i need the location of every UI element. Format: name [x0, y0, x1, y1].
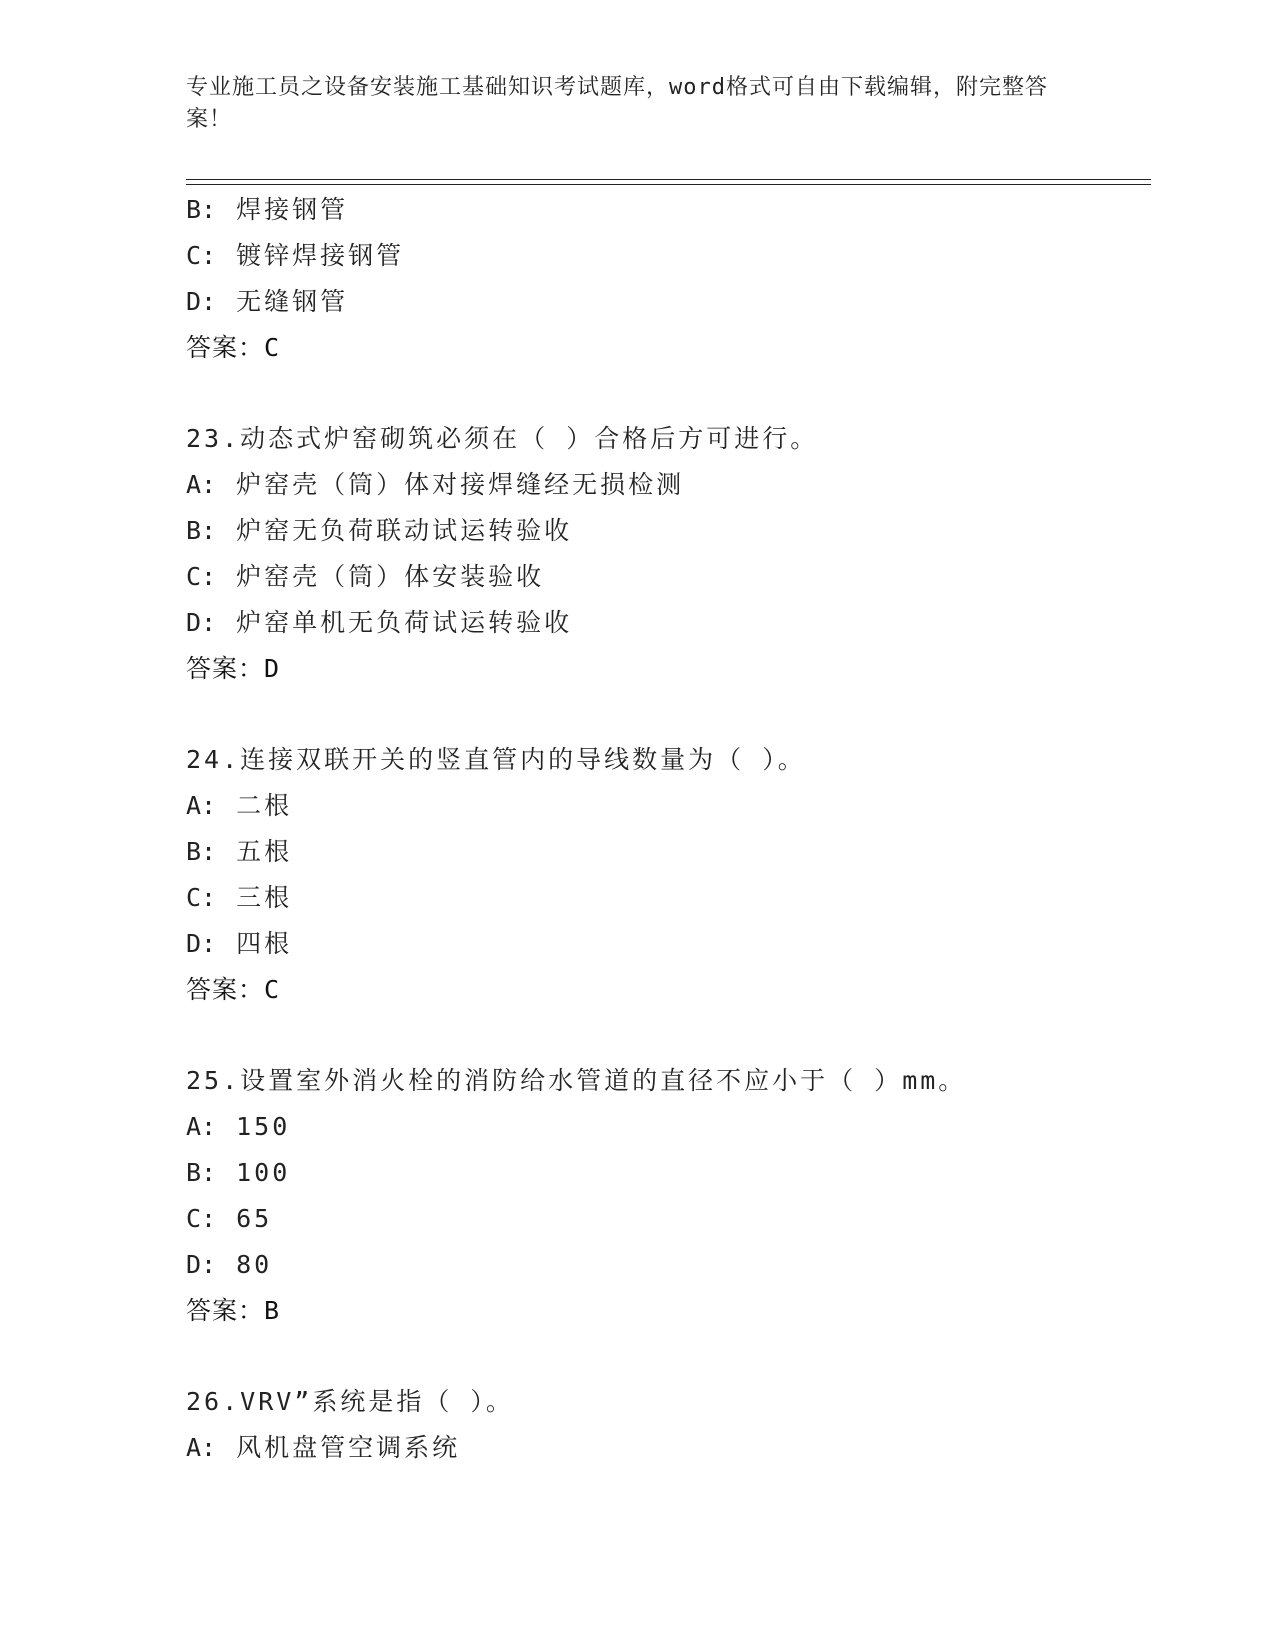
option-text: 150 [236, 1112, 291, 1141]
option-line [186, 1196, 1151, 1242]
option-text: 五根 [236, 837, 293, 866]
option-letter: D: [186, 1250, 217, 1279]
question-text: 24.连接双联开关的竖直管内的导线数量为（ ）。 [186, 745, 806, 774]
header-rule-bottom [186, 184, 1151, 185]
option-line [186, 508, 1151, 554]
option-line [186, 1104, 1151, 1150]
option-letter: D: [186, 287, 217, 316]
option-line [186, 462, 1151, 508]
option-letter: D: [186, 608, 217, 637]
option-text: 无缝钢管 [236, 287, 349, 316]
option-text: 炉窑单机无负荷试运转验收 [236, 608, 573, 637]
option-line [186, 875, 1151, 921]
option-text: 炉窑壳（筒）体安装验收 [236, 562, 545, 591]
question-block [186, 1058, 1151, 1334]
option-letter: B: [186, 1158, 217, 1187]
option-letter: A: [186, 1112, 217, 1141]
option-line [186, 829, 1151, 875]
option-letter: B: [186, 837, 217, 866]
option-text: 炉窑无负荷联动试运转验收 [236, 516, 573, 545]
question-text: 25.设置室外消火栓的消防给水管道的直径不应小于（ ）mm。 [186, 1066, 967, 1095]
option-text: 65 [236, 1204, 273, 1233]
answer-line: 答案：C [186, 975, 281, 1004]
option-text: 风机盘管空调系统 [236, 1433, 461, 1462]
option-letter: D: [186, 929, 217, 958]
option-text: 炉窑壳（筒）体对接焊缝经无损检测 [236, 470, 685, 499]
question-text: 26.VRV”系统是指（ ）。 [186, 1387, 514, 1416]
option-line [186, 783, 1151, 829]
option-text: 镀锌焊接钢管 [236, 241, 405, 270]
option-text: 100 [236, 1158, 291, 1187]
question-text: 23.动态式炉窑砌筑必须在（ ）合格后方可进行。 [186, 424, 819, 453]
option-line [186, 600, 1151, 646]
option-letter: B: [186, 195, 217, 224]
question-block [186, 737, 1151, 1013]
option-line [186, 921, 1151, 967]
option-line [186, 279, 1151, 325]
option-text: 80 [236, 1250, 273, 1279]
answer-line: 答案：D [186, 654, 281, 683]
document-header: 专业施工员之设备安装施工基础知识考试题库，word格式可自由下载编辑，附完整答案！ [186, 75, 1048, 132]
option-line [186, 554, 1151, 600]
option-line [186, 1150, 1151, 1196]
option-letter: C: [186, 883, 217, 912]
option-line [186, 1242, 1151, 1288]
option-text: 四根 [236, 929, 293, 958]
option-letter: C: [186, 241, 217, 270]
header-rule-top [186, 179, 1151, 180]
option-line [186, 233, 1151, 279]
question-block [186, 187, 1151, 371]
option-letter: A: [186, 1433, 217, 1462]
option-text: 二根 [236, 791, 293, 820]
option-letter: A: [186, 470, 217, 499]
option-line [186, 187, 1151, 233]
option-letter: A: [186, 791, 217, 820]
question-block [186, 416, 1151, 692]
option-letter: C: [186, 562, 217, 591]
question-list [186, 187, 1151, 1471]
option-text: 三根 [236, 883, 293, 912]
option-letter: B: [186, 516, 217, 545]
answer-line: 答案：C [186, 333, 281, 362]
option-line [186, 1425, 1151, 1471]
option-text: 焊接钢管 [236, 195, 349, 224]
question-block [186, 1379, 1151, 1471]
option-letter: C: [186, 1204, 217, 1233]
answer-line: 答案：B [186, 1296, 281, 1325]
